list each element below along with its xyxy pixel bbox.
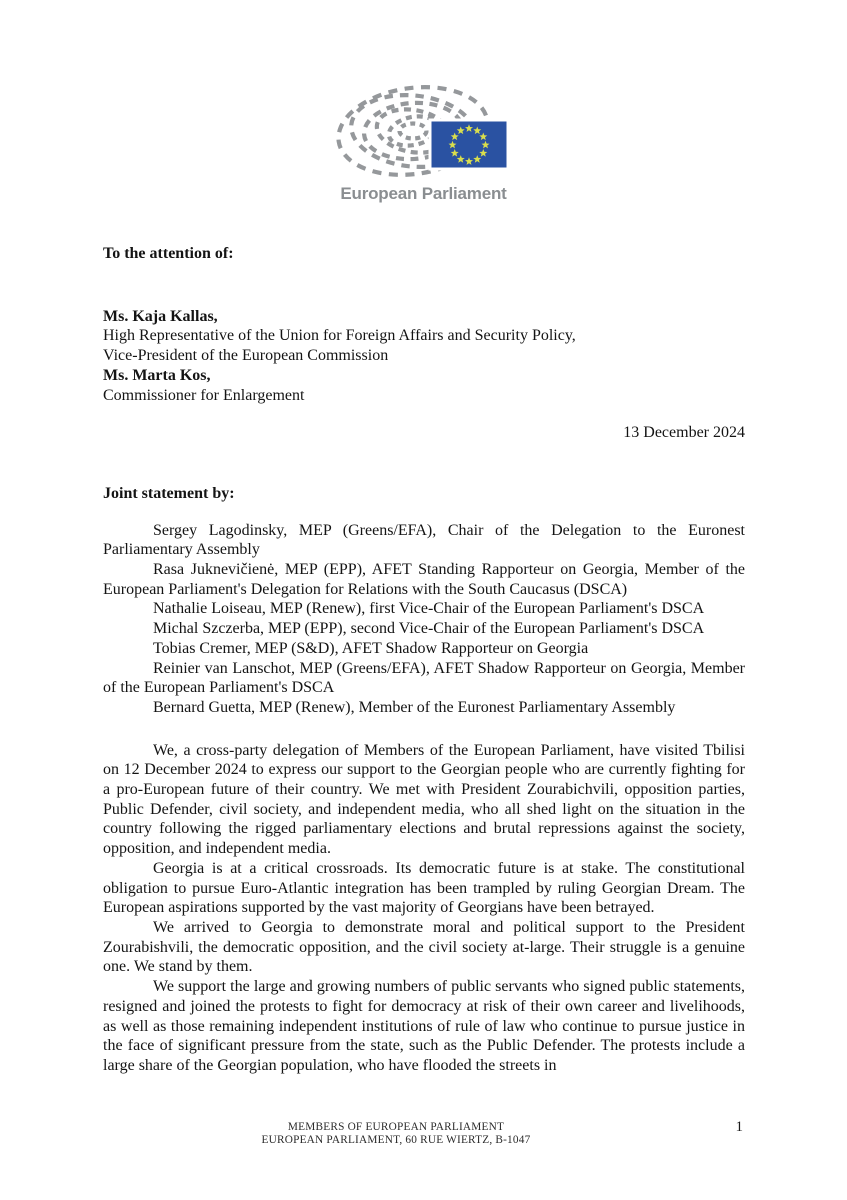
footer-line-2: EUROPEAN PARLIAMENT, 60 RUE WIERTZ, B-1047 [261, 1134, 531, 1147]
eu-flag-icon [430, 120, 508, 169]
body-paragraph: We, a cross-party delegation of Members of the European Parliament, have visited Tbilisi on 12 December 2024 to express our support to the Georgian people who are currently fighting for a pro-European future of their country. We met with President Zourabichvili, opposition parties, Public Defender, civil society, and independent media, who all shed light on the situation in the country following the rigged parliamentary elections and brutal repressions against the society, opposition, and independent media. [103, 741, 745, 858]
european-parliament-logo [335, 85, 513, 204]
recipient-name: Ms. Kaja Kallas, [103, 307, 218, 325]
page-footer [103, 1121, 745, 1147]
recipient-title: Vice-President of the European Commission [103, 347, 389, 365]
signatory-item: Reinier van Lanschot, MEP (Greens/EFA), AFET Shadow Rapporteur on Georgia, Member of the European Parliament's DSCA [103, 659, 745, 697]
recipient-title: Commissioner for Enlargement [103, 386, 305, 404]
signatory-item: Bernard Guetta, MEP (Renew), Member of the Euronest Parliamentary Assembly [153, 698, 676, 716]
body-paragraph: We arrived to Georgia to demonstrate moral and political support to the President Zourabishvili, the democratic opposition, and the civil society at-large. Their struggle is a genuine one. We stand by them. [103, 918, 745, 976]
letter-body [0, 244, 847, 1076]
recipient-name: Ms. Marta Kos, [103, 366, 211, 384]
signatories-list [103, 521, 745, 718]
signatory-item: Rasa Juknevičienė, MEP (EPP), AFET Standing Rapporteur on Georgia, Member of the European Parliament's Delegation for Relations with the South Caucasus (DSCA) [103, 561, 745, 598]
signatory-item: Nathalie Loiseau, MEP (Renew), first Vice-Chair of the European Parliament's DSCA [153, 600, 705, 618]
footer-line-1: MEMBERS OF EUROPEAN PARLIAMENT [287, 1121, 505, 1133]
recipients-block [103, 307, 745, 406]
attention-heading: To the attention of: [103, 245, 234, 262]
logo-caption: European Parliament [340, 184, 507, 203]
signatory-item: Tobias Cremer, MEP (S&D), AFET Shadow Rapporteur on Georgia [153, 639, 589, 657]
page-number: 1 [735, 1119, 743, 1135]
statement-heading: Joint statement by: [103, 484, 235, 502]
body-paragraph: We support the large and growing numbers of public servants who signed public statements, resigned and joined the protests to fight for democracy at risk of their own career and livelihoods, as well as those remaining independent institutions of rule of law who continue to pursue justice in the face of significant pressure from the state, such as the Public Defender. The protests include a large share of the Georgian population, who have flooded the streets in [103, 978, 745, 1074]
signatory-item: Michal Szczerba, MEP (EPP), second Vice-Chair of the European Parliament's DSCA [153, 620, 705, 638]
hemicycle-icon [335, 85, 513, 178]
statement-paragraphs [103, 741, 745, 1076]
recipient-title: High Representative of the Union for Foreign Affairs and Security Policy, [103, 327, 576, 345]
body-paragraph: Georgia is at a critical crossroads. Its democratic future is at stake. The constitutional obligation to pursue Euro-Atlantic integration has been trampled by ruling Georgian Dream. The European aspirations supported by the vast majority of Georgians have been betrayed. [103, 859, 745, 917]
signatory-item: Sergey Lagodinsky, MEP (Greens/EFA), Chair of the Delegation to the Euronest Parliamentary Assembly [103, 521, 745, 559]
letter-date: 13 December 2024 [623, 424, 745, 442]
